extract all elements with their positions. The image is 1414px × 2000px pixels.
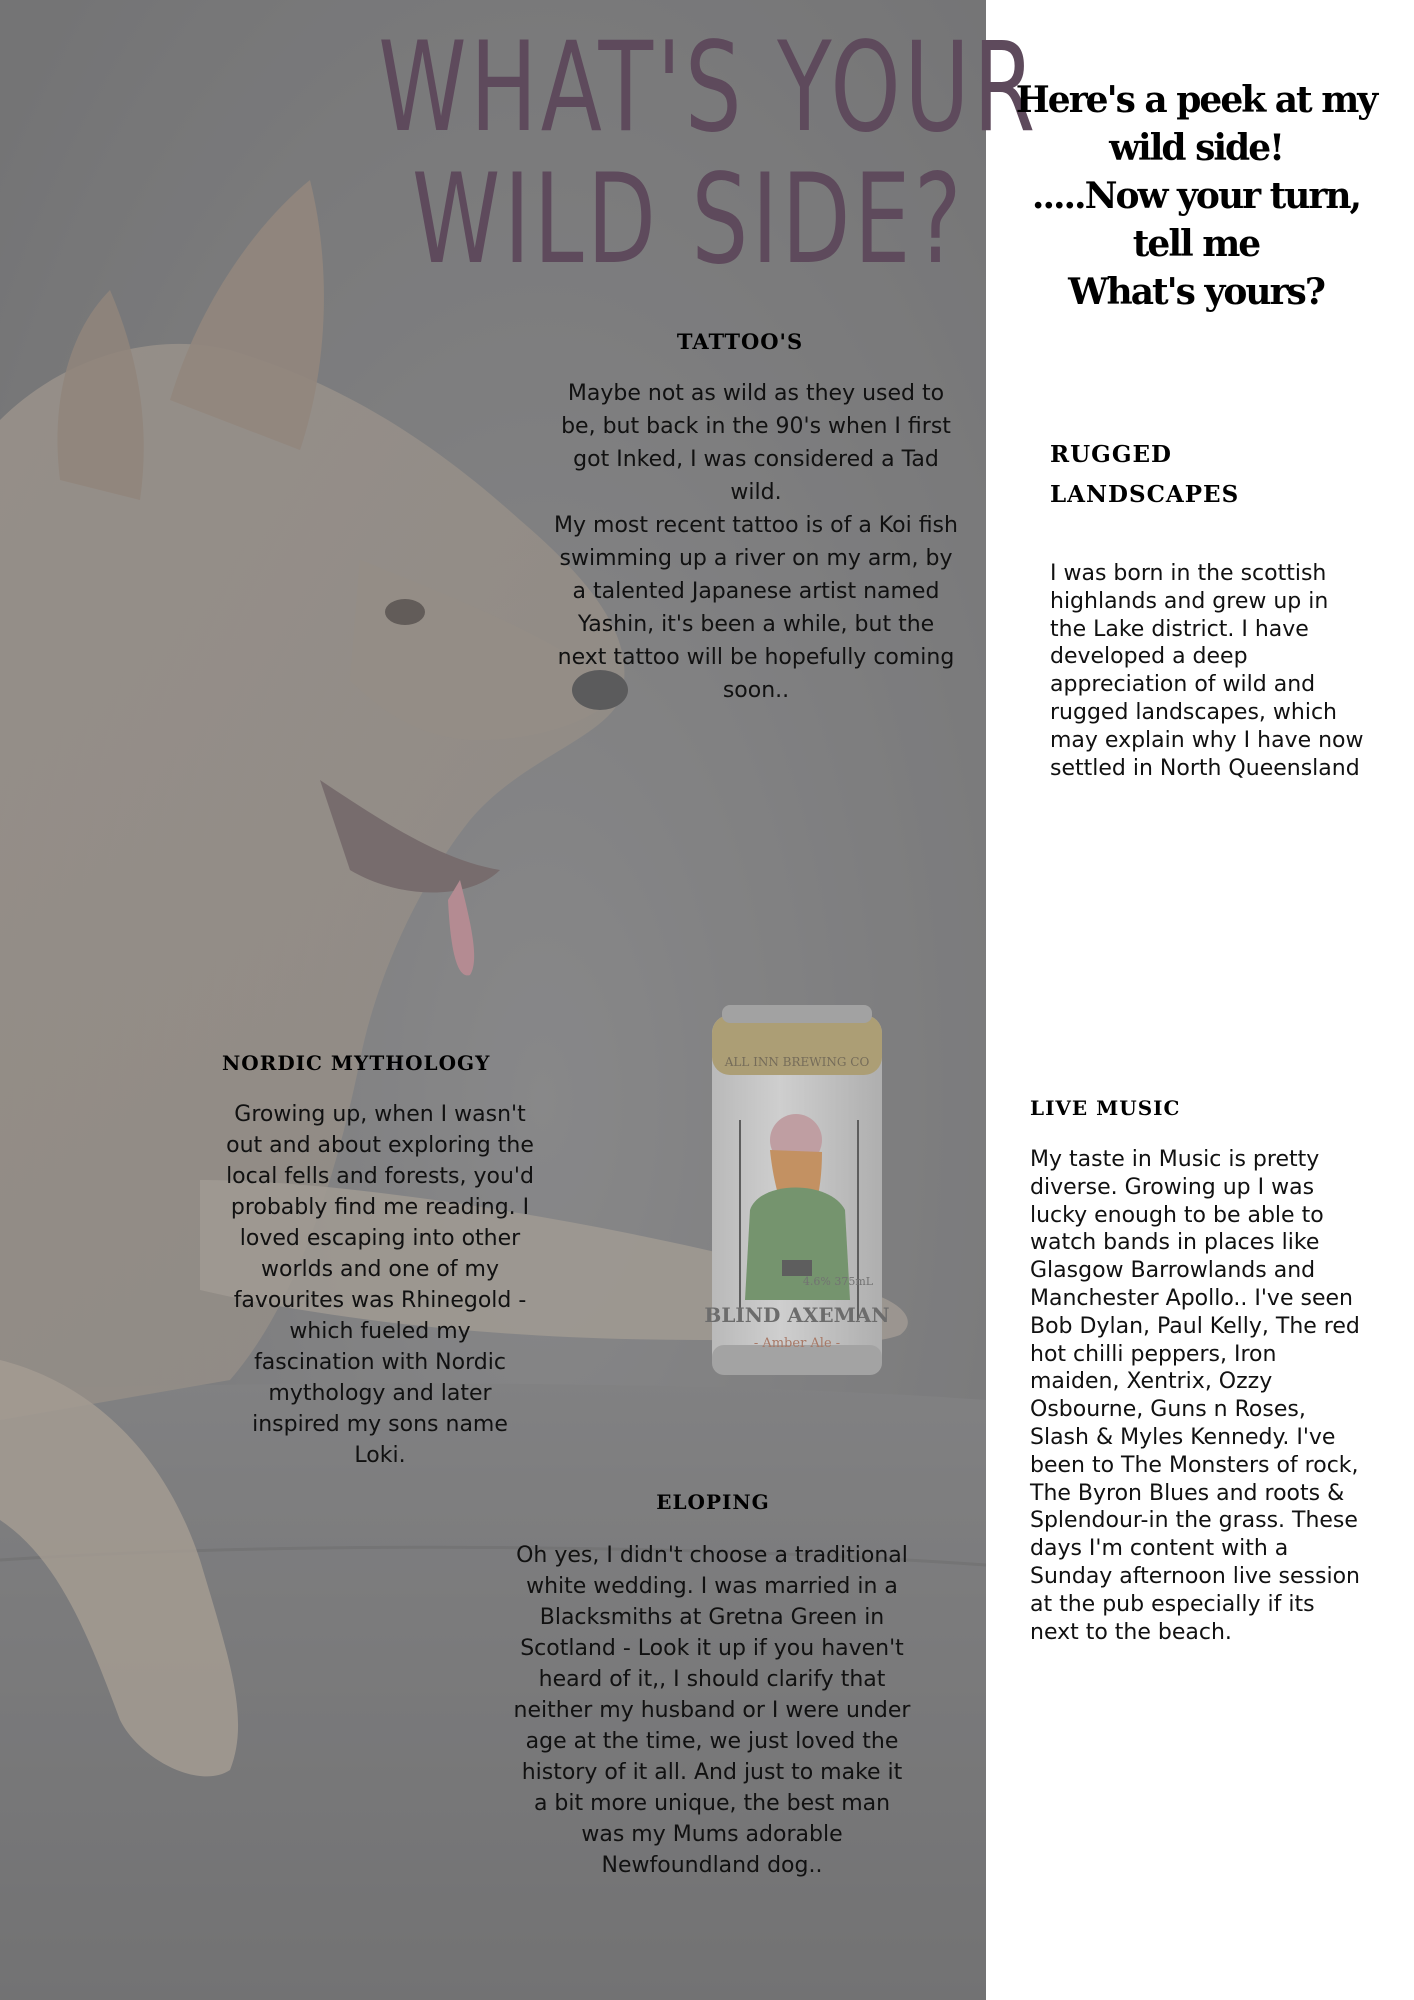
nordic-mythology-heading: NORDIC MYTHOLOGY <box>222 1051 491 1075</box>
tattoos-text <box>552 377 960 707</box>
tattoos-paragraph: My most recent tattoo is of a Koi fish swimming up a river on my arm, by a talented Japanese artist named Yashin, it's been a while, but the next tattoo will be hopefully coming soon.. <box>554 513 958 703</box>
tattoos-paragraph: Maybe not as wild as they used to be, but back in the 90's when I first got Inked, I was considered a Tad wild. <box>561 381 951 505</box>
intro-line-3: .....Now your turn, <box>1031 175 1361 217</box>
can-brewery-label: ALL INN BREWING CO <box>724 1055 870 1069</box>
intro-line-4: tell me <box>1132 223 1260 265</box>
live-music-heading: LIVE MUSIC <box>1030 1096 1181 1120</box>
rugged-heading-line-1: RUGGED <box>1050 441 1172 468</box>
rugged-landscapes-text: I was born in the scottish highlands and grew up in the Lake district. I have developed a deep appreciation of wild and rugged landscapes, which may explain why I have now settled in North Queensland <box>1050 561 1364 781</box>
live-music-text: My taste in Music is pretty diverse. Growing up I was lucky enough to be able to watch bands in places like Glasgow Barrowlands and Manchester Apollo.. I've seen Bob Dylan, Paul Kelly, The red hot chilli peppers, Iron maiden, Xentrix, Ozzy Osbourne, Guns n Roses, Slash & Myles Kennedy. I've been to The Monsters of rock, The Byron Blues and roots & Splendour-in the grass. These days I'm content with a Sunday afternoon live session at the pub especially if its next to the beach. <box>1030 1147 1360 1645</box>
title-line-2: WILD SIDE? <box>411 148 966 292</box>
intro-line-5: What's yours? <box>1068 271 1324 313</box>
can-style-label: - Amber Ale - <box>753 1336 841 1351</box>
intro-text <box>1000 76 1392 316</box>
can-brand-label: BLIND AXEMAN <box>704 1303 890 1327</box>
eloping-text: Oh yes, I didn't choose a traditional white wedding. I was married in a Blacksmiths at Gretna Green in Scotland - Look it up if you haven't heard of it,, I should clarify that neither my husband or I were under age at the time, we just loved the history of it all. And just to make it a bit more unique, the best man was my Mums adorable Newfoundland dog.. <box>513 1543 911 1878</box>
intro-line-2: wild side! <box>1109 127 1283 169</box>
eloping-heading: ELOPING <box>656 1490 770 1514</box>
rugged-landscapes-heading <box>1050 435 1350 515</box>
intro-line-1: Here's a peek at my <box>1015 79 1377 121</box>
page-title <box>378 16 1039 292</box>
tattoos-heading: TATTOO'S <box>676 329 804 354</box>
can-abv-label: 4.6% 375mL <box>802 1275 874 1288</box>
title-line-1: WHAT'S YOUR <box>378 16 1039 160</box>
nordic-mythology-text: Growing up, when I wasn't out and about exploring the local fells and forests, you'd probably find me reading. I loved escaping into other worlds and one of my favourites was Rhinegold - which fueled my fascination with Nordic mythology and later inspired my sons name Loki. <box>226 1102 534 1468</box>
rugged-heading-line-2: LANDSCAPES <box>1050 481 1240 508</box>
